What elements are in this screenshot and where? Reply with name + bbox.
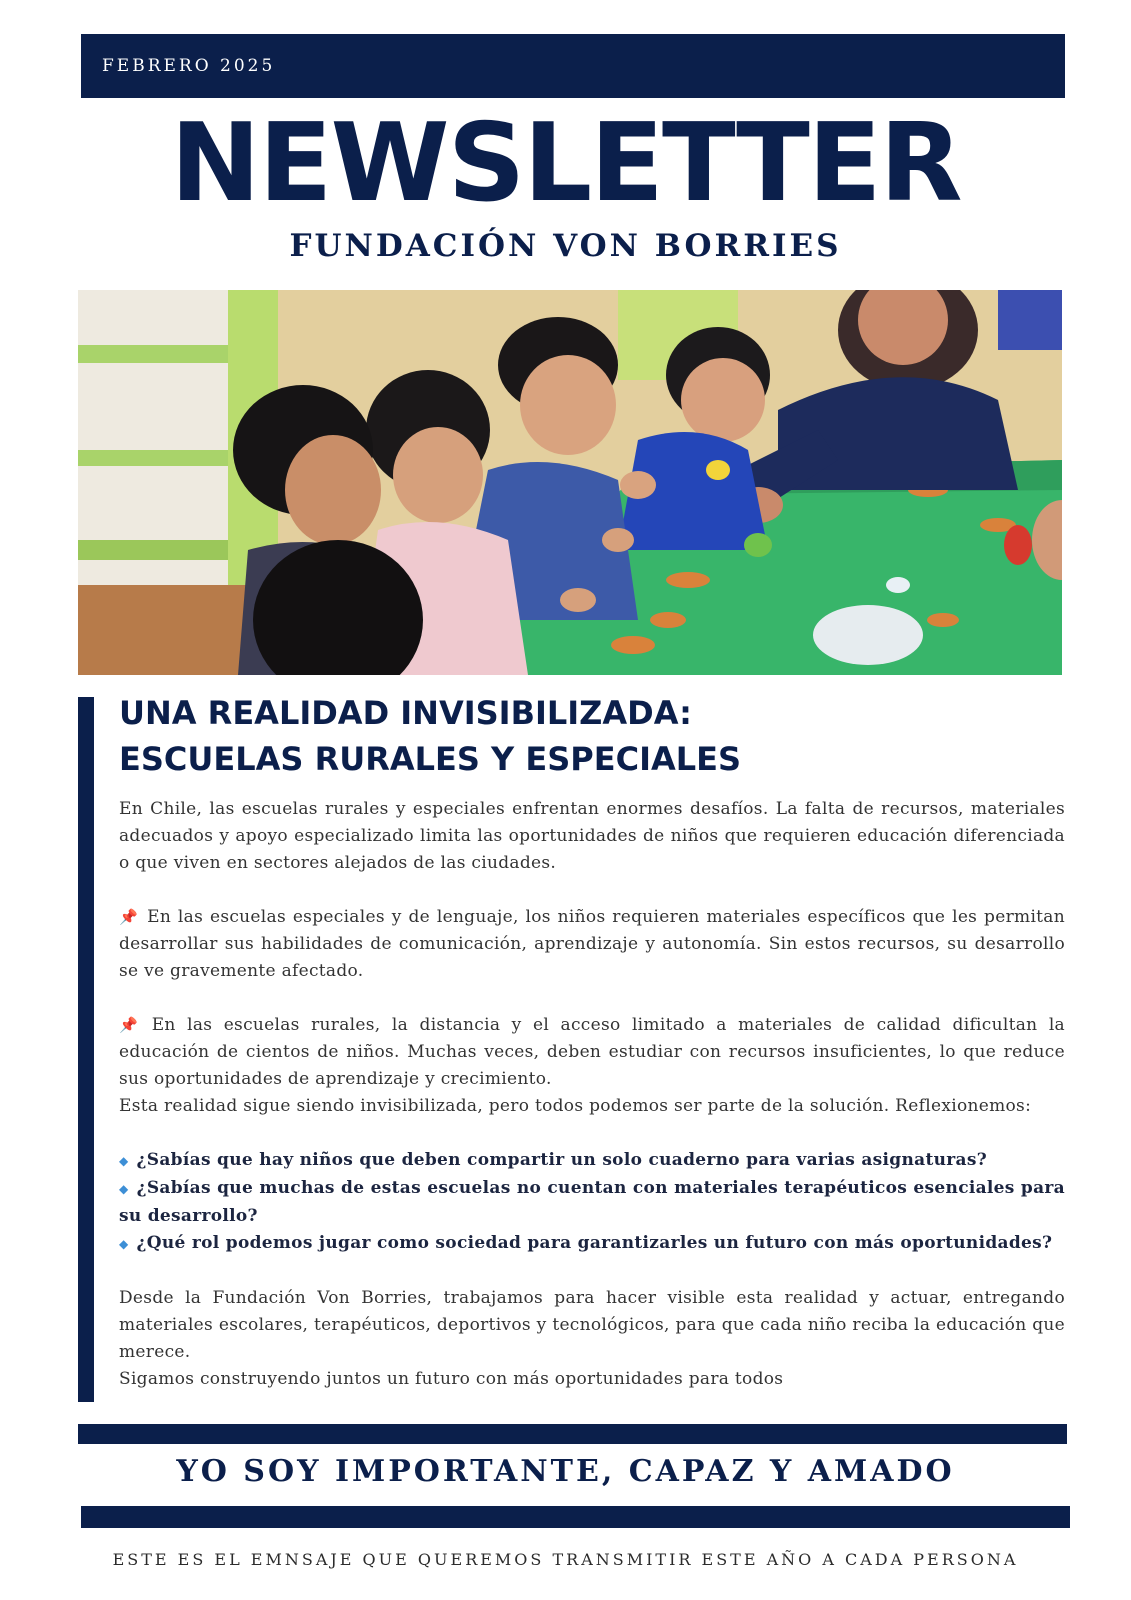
reflection-paragraph: Esta realidad sigue siendo invisibilizada, pero todos podemos ser parte de la solución. Reflexionemos: [119,1096,1032,1116]
header-date-bar [81,34,1065,98]
question-text: ¿Sabías que hay niños que deben compartir un solo cuaderno para varias asignaturas? [136,1150,987,1170]
point-special-text: En las escuelas especiales y de lenguaje, los niños requieren materiales específicos que les permitan desarrollar sus habilidades de comunicación, aprendizaje y autonomía. Sin estos recursos, su desarrollo se ve gravemente afectado. [119,907,1065,981]
closing-paragraph: Desde la Fundación Von Borries, trabajamos para hacer visible esta realidad y actuar, entregando materiales escolares, terapéuticos, deportivos y tecnológicos, para que cada niño reciba la educación que merece. [119,1288,1065,1362]
article-accent-bar [78,697,94,1402]
diamond-icon: ◆ [119,1237,129,1251]
article-headline [119,690,1059,782]
headline-line-1: UNA REALIDAD INVISIBILIZADA: [119,694,692,732]
question-text: ¿Qué rol podemos jugar como sociedad para garantizarles un futuro con más oportunidades? [136,1233,1053,1253]
motto-bottom-bar [81,1506,1070,1528]
question-item [119,1147,1065,1175]
footer-message: ESTE ES EL EMNSAJE QUE QUEREMOS TRANSMITIR ESTE AÑO A CADA PERSONA [112,1550,1019,1569]
foundation-name: FUNDACIÓN VON BORRIES [289,228,842,264]
pushpin-icon: 📌 [119,1016,144,1034]
issue-date: FEBRERO 2025 [102,56,276,76]
question-item [119,1175,1065,1230]
article-body [119,796,1065,1393]
point-special-schools [119,904,1065,985]
diamond-icon: ◆ [119,1182,129,1196]
classroom-photo [78,290,1062,675]
point-rural-schools [119,1012,1065,1093]
diamond-icon: ◆ [119,1154,129,1168]
motto-top-bar [78,1424,1067,1444]
newsletter-title: NEWSLETTER [170,101,961,226]
motto-text: YO SOY IMPORTANTE, CAPAZ Y AMADO [176,1454,955,1489]
question-item [119,1230,1065,1258]
closing-line: Sigamos construyendo juntos un futuro con más oportunidades para todos [119,1369,784,1389]
intro-paragraph: En Chile, las escuelas rurales y especiales enfrentan enormes desafíos. La falta de recursos, materiales adecuados y apoyo especializado limita las oportunidades de niños que requieren educación diferenciada o que viven en sectores alejados de las ciudades. [119,799,1065,873]
headline-line-2: ESCUELAS RURALES Y ESPECIALES [119,740,742,778]
question-text: ¿Sabías que muchas de estas escuelas no cuentan con materiales terapéuticos esenciales para su desarrollo? [119,1178,1065,1226]
pushpin-icon: 📌 [119,908,140,926]
point-rural-text: En las escuelas rurales, la distancia y el acceso limitado a materiales de calidad dificultan la educación de cientos de niños. Muchas veces, deben estudiar con recursos insuficientes, lo que reduce sus oportunidades de aprendizaje y crecimiento. [119,1015,1065,1089]
